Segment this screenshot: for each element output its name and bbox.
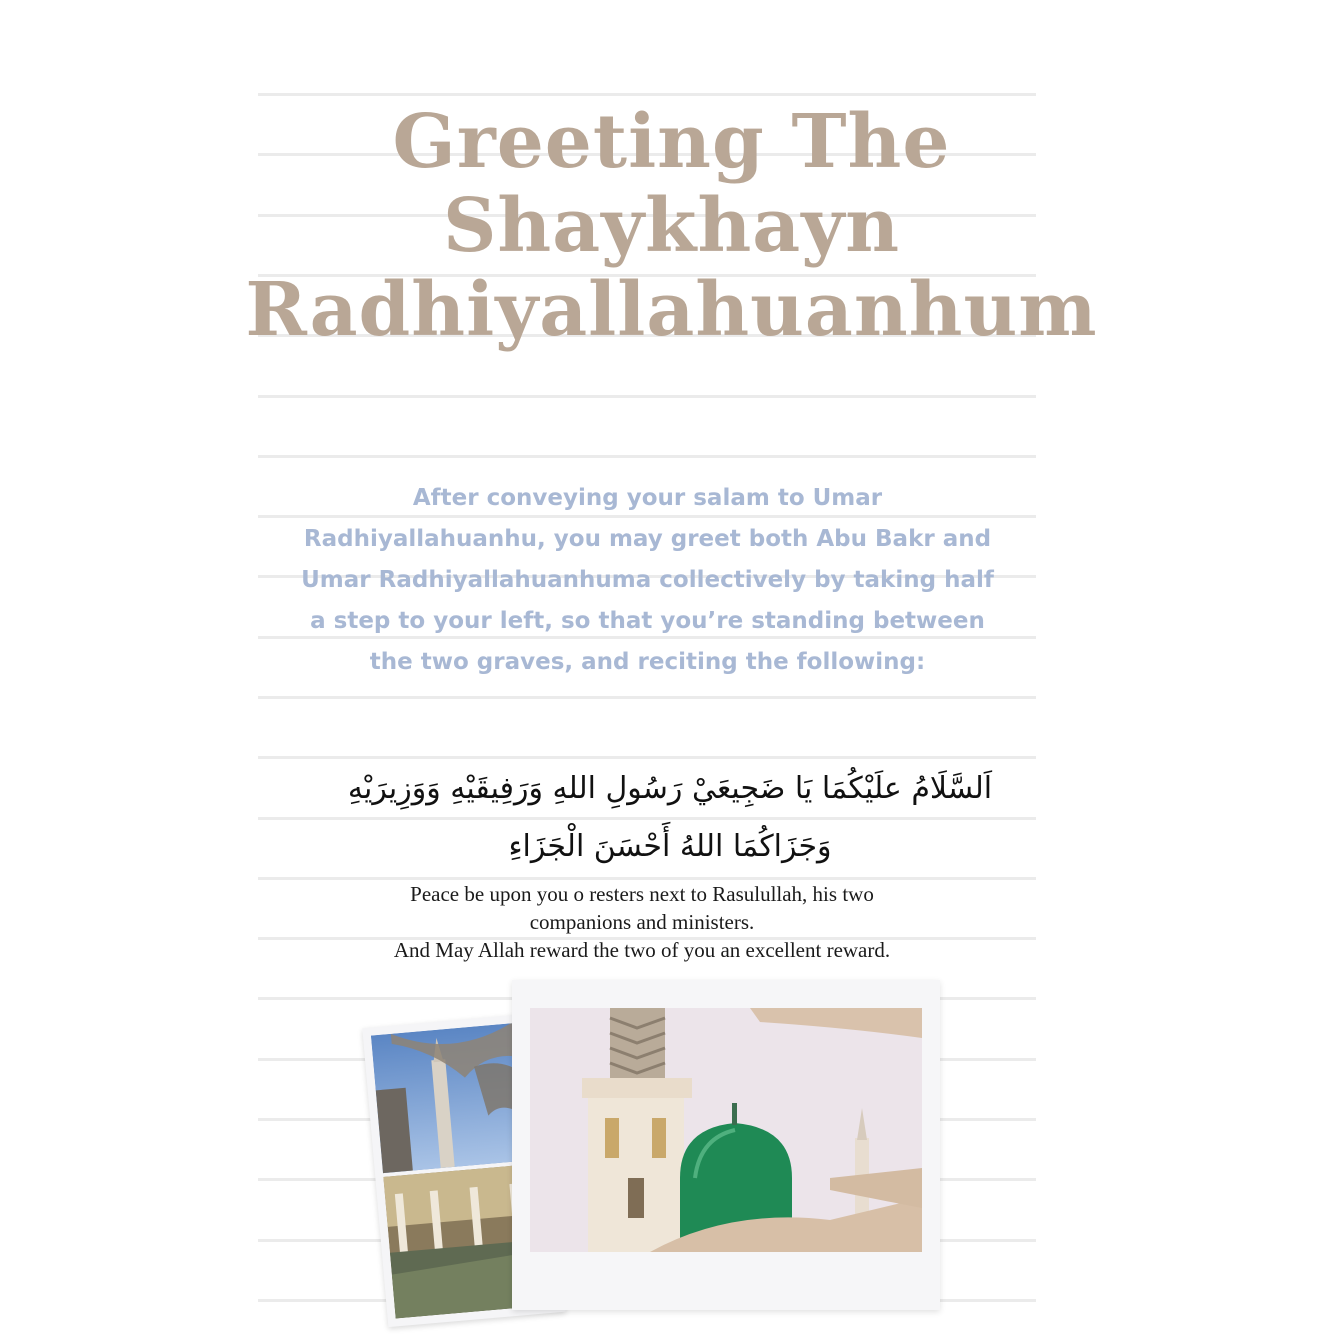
intro-line-5: the two graves, and reciting the following: [369, 649, 926, 675]
title-line-1: Greeting The [392, 99, 951, 185]
title-line-2: Shaykhayn [442, 183, 900, 269]
arabic-dua-line-2: وَجَزَاكُمَا اللهُ أَحْسَنَ الْجَزَاءِ [508, 829, 832, 864]
notebook-rule-line [258, 395, 1036, 398]
translation-line-2: companions and ministers. [529, 910, 755, 934]
arabic-dua-line-1: اَلسَّلَامُ علَيْكُمَا يَا ضَجِيعَيْ رَسُولِ اللهِ وَرَفِيقَيْهِ وَوَزِيرَيْهِ [347, 771, 993, 806]
intro-paragraph [280, 478, 1015, 683]
green-dome-image [530, 1008, 922, 1252]
notebook-rule-line [258, 93, 1036, 96]
green-dome-photo [512, 980, 940, 1310]
arabic-dua [270, 760, 1070, 876]
translation-line-1: Peace be upon you o resters next to Rasulullah, his two [410, 882, 874, 906]
notebook-rule-line [258, 756, 1036, 759]
notebook-rule-line [258, 455, 1036, 458]
translation-line-3: And May Allah reward the two of you an excellent reward. [393, 938, 891, 962]
notebook-rule-line [258, 696, 1036, 699]
intro-line-1: After conveying your salam to Umar [412, 485, 883, 511]
page-title [150, 100, 1193, 352]
title-line-3: Radhiyallahuanhum [245, 267, 1098, 353]
intro-line-4: a step to your left, so that you’re standing between [310, 608, 985, 634]
intro-line-2: Radhiyallahuanhu, you may greet both Abu Bakr and [303, 526, 992, 552]
intro-line-3: Umar Radhiyallahuanhuma collectively by taking half [301, 567, 994, 593]
dua-translation [300, 880, 984, 964]
